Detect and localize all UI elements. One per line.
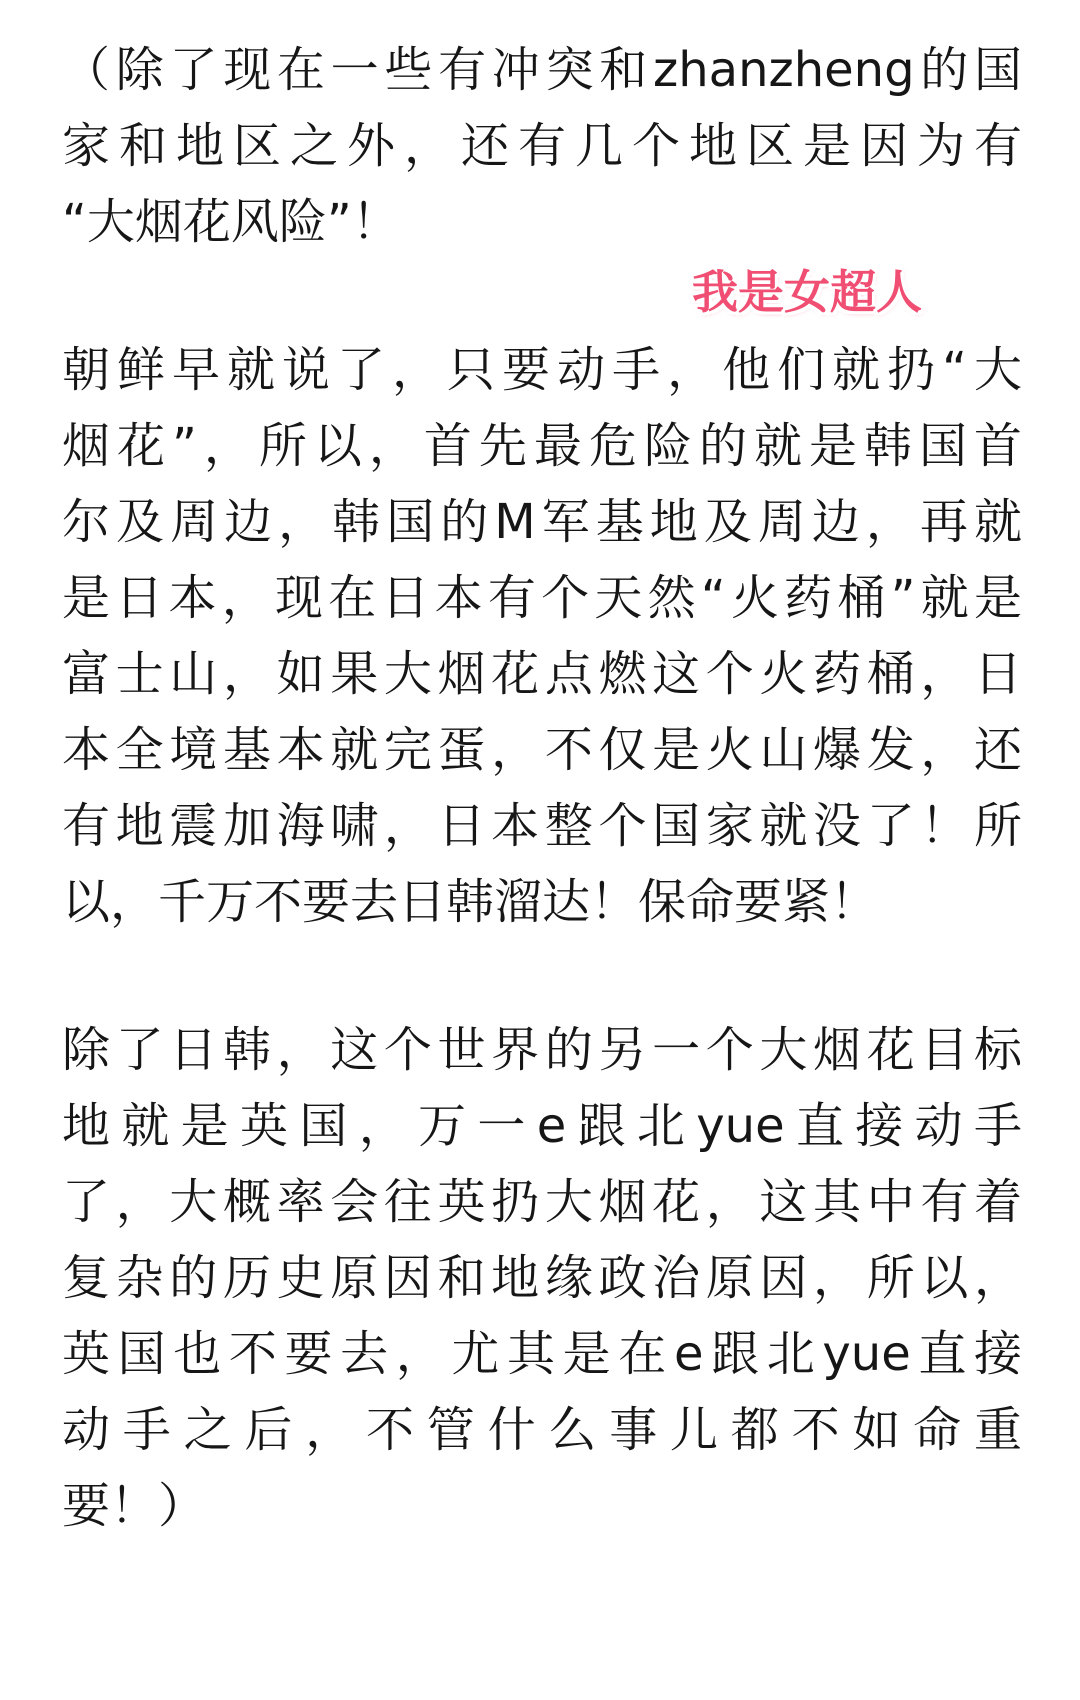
text-line: 富士山，如果大烟花点燃这个火药桶，日 <box>62 646 1022 702</box>
text-line: 是日本，现在日本有个天然“火药桶”就是 <box>62 570 1022 626</box>
text-line: （除了现在一些有冲突和zhanzheng的国 <box>62 42 1022 98</box>
text-line: 动手之后，不管什么事儿都不如命重 <box>62 1402 1022 1458</box>
text-line: 尔及周边，韩国的M军基地及周边，再就 <box>62 494 1022 550</box>
text-line: 要！） <box>62 1478 207 1534</box>
text-line: 有地震加海啸，日本整个国家就没了！所 <box>62 798 1022 854</box>
text-line: 复杂的历史原因和地缘政治原因，所以， <box>62 1250 1022 1306</box>
text-line: 以，千万不要去日韩溜达！保命要紧！ <box>62 874 879 930</box>
text-line: 英国也不要去，尤其是在e跟北yue直接 <box>62 1326 1022 1382</box>
text-line: 了，大概率会往英扔大烟花，这其中有着 <box>62 1174 1022 1230</box>
text-line: 烟花”，所以，首先最危险的就是韩国首 <box>62 418 1022 474</box>
text-line: 本全境基本就完蛋，不仅是火山爆发，还 <box>62 722 1022 778</box>
text-line: 除了日韩，这个世界的另一个大烟花目标 <box>62 1022 1022 1078</box>
watermark-label: 我是女超人 <box>692 265 922 319</box>
text-line: 地就是英国，万一e跟北yue直接动手 <box>62 1098 1022 1154</box>
text-line: 朝鲜早就说了，只要动手，他们就扔“大 <box>62 342 1022 398</box>
text-line: “大烟花风险”！ <box>62 194 400 250</box>
text-line: 家和地区之外，还有几个地区是因为有 <box>62 118 1022 174</box>
